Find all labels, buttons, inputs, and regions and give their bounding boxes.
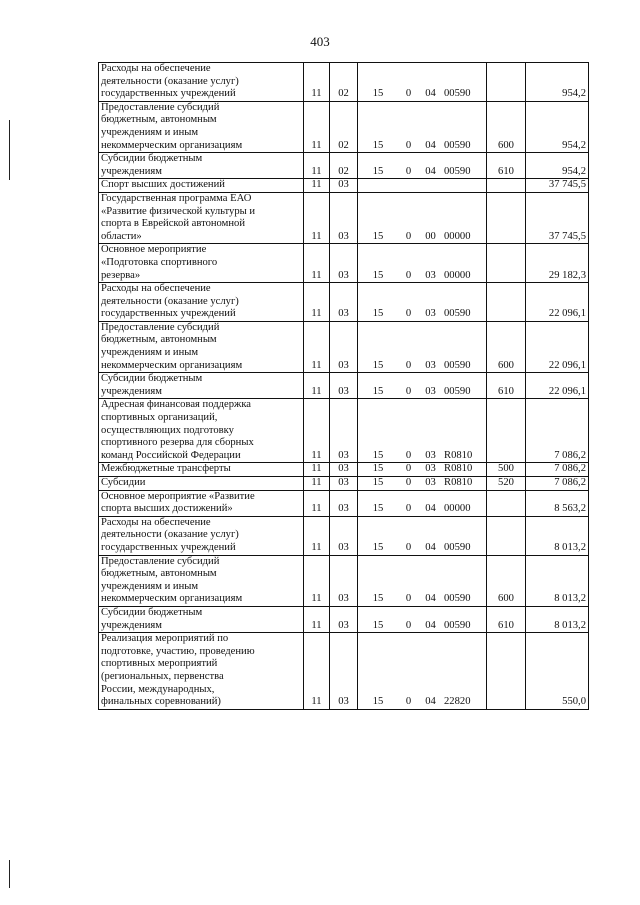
expense-name-cell: Расходы на обеспечение деятельности (оказание услуг) государственных учреждений — [99, 283, 304, 322]
expense-name-cell: Субсидии бюджетным учреждениям — [99, 153, 304, 179]
table-row — [99, 490, 589, 516]
program-code-cell: 15 — [358, 101, 399, 152]
direction-code-cell: 00590 — [442, 516, 487, 555]
subprogram-code-cell: 0 — [398, 192, 419, 243]
section-code-cell: 11 — [304, 633, 330, 710]
expense-type-cell: 600 — [487, 555, 526, 606]
event-code-cell: 04 — [419, 153, 442, 179]
subsection-code-cell: 03 — [330, 321, 358, 372]
subprogram-code-cell: 0 — [398, 463, 419, 477]
table-row — [99, 463, 589, 477]
program-code-cell: 15 — [358, 321, 399, 372]
expense-name-cell: Межбюджетные трансферты — [99, 463, 304, 477]
expense-type-cell — [487, 63, 526, 102]
event-code-cell: 03 — [419, 283, 442, 322]
subsection-code-cell: 03 — [330, 490, 358, 516]
event-code-cell: 04 — [419, 101, 442, 152]
amount-cell: 550,0 — [526, 633, 589, 710]
page-number: 403 — [310, 34, 330, 49]
event-code-cell: 04 — [419, 516, 442, 555]
table-row — [99, 633, 589, 710]
direction-code-cell: 22820 — [442, 633, 487, 710]
section-code-cell: 11 — [304, 373, 330, 399]
expense-type-cell — [487, 633, 526, 710]
event-code-cell: 04 — [419, 633, 442, 710]
expense-type-cell: 610 — [487, 606, 526, 632]
amount-cell: 954,2 — [526, 63, 589, 102]
event-code-cell: 03 — [419, 373, 442, 399]
table-row — [99, 321, 589, 372]
subprogram-code-cell: 0 — [398, 516, 419, 555]
expense-type-cell — [487, 192, 526, 243]
amount-cell: 7 086,2 — [526, 399, 589, 463]
expense-name-cell: Государственная программа ЕАО «Развитие физической культуры и спорта в Еврейской автономной области» — [99, 192, 304, 243]
subprogram-code-cell: 0 — [398, 373, 419, 399]
table-row — [99, 606, 589, 632]
subsection-code-cell: 03 — [330, 606, 358, 632]
subprogram-code-cell: 0 — [398, 490, 419, 516]
subsection-code-cell: 03 — [330, 516, 358, 555]
subprogram-code-cell: 0 — [398, 63, 419, 102]
subprogram-code-cell: 0 — [398, 153, 419, 179]
expense-name-cell: Предоставление субсидий бюджетным, автономным учреждениям и иным некоммерческим организациям — [99, 555, 304, 606]
section-code-cell: 11 — [304, 101, 330, 152]
amount-cell: 7 086,2 — [526, 463, 589, 477]
subsection-code-cell: 03 — [330, 244, 358, 283]
left-margin-rule — [9, 860, 10, 888]
expense-name-cell: Спорт высших достижений — [99, 179, 304, 193]
program-code-cell: 15 — [358, 463, 399, 477]
budget-table — [98, 62, 589, 710]
section-code-cell: 11 — [304, 153, 330, 179]
expense-name-cell: Субсидии бюджетным учреждениям — [99, 373, 304, 399]
subsection-code-cell: 03 — [330, 463, 358, 477]
section-code-cell: 11 — [304, 463, 330, 477]
table-row — [99, 63, 589, 102]
table-row — [99, 477, 589, 491]
amount-cell: 8 013,2 — [526, 606, 589, 632]
direction-code-cell: 00590 — [442, 555, 487, 606]
subprogram-code-cell: 0 — [398, 283, 419, 322]
direction-code-cell: 00590 — [442, 101, 487, 152]
table-row — [99, 192, 589, 243]
expense-name-cell: Основное мероприятие «Подготовка спортивного резерва» — [99, 244, 304, 283]
table-row — [99, 516, 589, 555]
amount-cell: 7 086,2 — [526, 477, 589, 491]
subsection-code-cell: 02 — [330, 63, 358, 102]
section-code-cell: 11 — [304, 555, 330, 606]
section-code-cell: 11 — [304, 477, 330, 491]
amount-cell: 8 563,2 — [526, 490, 589, 516]
event-code-cell: 03 — [419, 399, 442, 463]
expense-name-cell: Предоставление субсидий бюджетным, автономным учреждениям и иным некоммерческим организациям — [99, 101, 304, 152]
event-code-cell: 03 — [419, 477, 442, 491]
direction-code-cell: R0810 — [442, 399, 487, 463]
direction-code-cell: R0810 — [442, 463, 487, 477]
section-code-cell: 11 — [304, 490, 330, 516]
amount-cell: 8 013,2 — [526, 555, 589, 606]
budget-table-body — [99, 63, 589, 710]
event-code-cell: 00 — [419, 192, 442, 243]
table-row — [99, 373, 589, 399]
event-code-cell: 04 — [419, 606, 442, 632]
program-code-cell: 15 — [358, 244, 399, 283]
expense-name-cell: Адресная финансовая поддержка спортивных организаций, осуществляющих подготовку спортивного резерва для сборных команд Российской Федерации — [99, 399, 304, 463]
section-code-cell: 11 — [304, 192, 330, 243]
expense-type-cell — [487, 283, 526, 322]
table-row — [99, 244, 589, 283]
direction-code-cell: 00590 — [442, 63, 487, 102]
amount-cell: 22 096,1 — [526, 283, 589, 322]
subsection-code-cell: 03 — [330, 179, 358, 193]
subprogram-code-cell: 0 — [398, 555, 419, 606]
subsection-code-cell: 02 — [330, 101, 358, 152]
expense-type-cell — [487, 179, 526, 193]
expense-name-cell: Основное мероприятие «Развитие спорта высших достижений» — [99, 490, 304, 516]
expense-name-cell: Предоставление субсидий бюджетным, автономным учреждениям и иным некоммерческим организациям — [99, 321, 304, 372]
section-code-cell: 11 — [304, 321, 330, 372]
table-row — [99, 153, 589, 179]
amount-cell: 22 096,1 — [526, 373, 589, 399]
section-code-cell: 11 — [304, 179, 330, 193]
program-code-cell: 15 — [358, 283, 399, 322]
section-code-cell: 11 — [304, 399, 330, 463]
amount-cell: 29 182,3 — [526, 244, 589, 283]
event-code-cell: 04 — [419, 63, 442, 102]
subprogram-code-cell: 0 — [398, 321, 419, 372]
expense-type-cell: 610 — [487, 153, 526, 179]
direction-code-cell — [442, 179, 487, 193]
event-code-cell — [419, 179, 442, 193]
amount-cell: 8 013,2 — [526, 516, 589, 555]
table-row — [99, 101, 589, 152]
expense-name-cell: Расходы на обеспечение деятельности (оказание услуг) государственных учреждений — [99, 63, 304, 102]
direction-code-cell: 00590 — [442, 606, 487, 632]
event-code-cell: 04 — [419, 490, 442, 516]
subsection-code-cell: 03 — [330, 633, 358, 710]
table-row — [99, 283, 589, 322]
subprogram-code-cell: 0 — [398, 244, 419, 283]
subprogram-code-cell: 0 — [398, 633, 419, 710]
section-code-cell: 11 — [304, 283, 330, 322]
amount-cell: 37 745,5 — [526, 179, 589, 193]
direction-code-cell: R0810 — [442, 477, 487, 491]
table-row — [99, 399, 589, 463]
subsection-code-cell: 03 — [330, 373, 358, 399]
subsection-code-cell: 03 — [330, 399, 358, 463]
expense-type-cell: 600 — [487, 101, 526, 152]
direction-code-cell: 00590 — [442, 283, 487, 322]
expense-name-cell: Субсидии бюджетным учреждениям — [99, 606, 304, 632]
expense-type-cell: 520 — [487, 477, 526, 491]
amount-cell: 954,2 — [526, 153, 589, 179]
program-code-cell: 15 — [358, 399, 399, 463]
expense-type-cell: 610 — [487, 373, 526, 399]
direction-code-cell: 00000 — [442, 192, 487, 243]
direction-code-cell: 00590 — [442, 153, 487, 179]
direction-code-cell: 00590 — [442, 373, 487, 399]
expense-type-cell — [487, 399, 526, 463]
program-code-cell: 15 — [358, 192, 399, 243]
subprogram-code-cell: 0 — [398, 606, 419, 632]
expense-type-cell: 600 — [487, 321, 526, 372]
section-code-cell: 11 — [304, 63, 330, 102]
program-code-cell: 15 — [358, 477, 399, 491]
section-code-cell: 11 — [304, 244, 330, 283]
amount-cell: 22 096,1 — [526, 321, 589, 372]
subsection-code-cell: 03 — [330, 477, 358, 491]
section-code-cell: 11 — [304, 606, 330, 632]
expense-type-cell — [487, 490, 526, 516]
section-code-cell: 11 — [304, 516, 330, 555]
direction-code-cell: 00000 — [442, 244, 487, 283]
program-code-cell: 15 — [358, 373, 399, 399]
subprogram-code-cell: 0 — [398, 399, 419, 463]
expense-type-cell — [487, 244, 526, 283]
program-code-cell: 15 — [358, 633, 399, 710]
subprogram-code-cell: 0 — [398, 477, 419, 491]
expense-name-cell: Расходы на обеспечение деятельности (оказание услуг) государственных учреждений — [99, 516, 304, 555]
subsection-code-cell: 03 — [330, 283, 358, 322]
subprogram-code-cell: 0 — [398, 101, 419, 152]
expense-type-cell — [487, 516, 526, 555]
expense-name-cell: Реализация мероприятий по подготовке, участию, проведению спортивных мероприятий (региональных, первенства России, международных, финальных соревнований) — [99, 633, 304, 710]
subsection-code-cell: 02 — [330, 153, 358, 179]
left-margin-rule — [9, 120, 10, 180]
table-row — [99, 555, 589, 606]
event-code-cell: 03 — [419, 321, 442, 372]
expense-name-cell: Субсидии — [99, 477, 304, 491]
program-code-cell: 15 — [358, 555, 399, 606]
amount-cell: 37 745,5 — [526, 192, 589, 243]
direction-code-cell: 00590 — [442, 321, 487, 372]
program-code-cell: 15 — [358, 490, 399, 516]
program-code-cell: 15 — [358, 516, 399, 555]
program-code-cell: 15 — [358, 153, 399, 179]
event-code-cell: 03 — [419, 244, 442, 283]
amount-cell: 954,2 — [526, 101, 589, 152]
program-code-cell — [358, 179, 399, 193]
subsection-code-cell: 03 — [330, 192, 358, 243]
expense-type-cell: 500 — [487, 463, 526, 477]
program-code-cell: 15 — [358, 606, 399, 632]
table-row — [99, 179, 589, 193]
program-code-cell: 15 — [358, 63, 399, 102]
subsection-code-cell: 03 — [330, 555, 358, 606]
direction-code-cell: 00000 — [442, 490, 487, 516]
event-code-cell: 04 — [419, 555, 442, 606]
subprogram-code-cell — [398, 179, 419, 193]
event-code-cell: 03 — [419, 463, 442, 477]
